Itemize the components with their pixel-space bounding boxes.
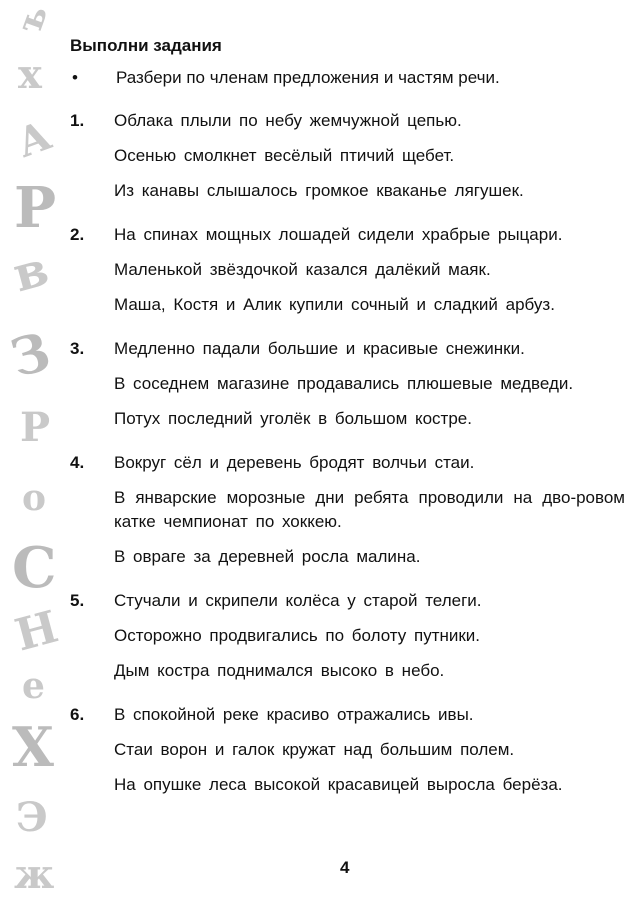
deco-letter: х [18,51,42,98]
sentence: Осенью смолкнет весёлый птичий щебет. [114,146,455,165]
worksheet-content [70,30,625,817]
sentence: Потух последний уголёк в большом костре. [114,409,472,428]
deco-letter: в [7,240,55,304]
deco-letter: С [12,535,57,601]
sentence: В спокойной реке красиво отражались ивы. [114,705,474,724]
sentence: В январские морозные дни ребята проводили на дво-ровом катке чемпионат по хоккею. [114,488,625,531]
decorative-letter-strip [0,0,62,900]
sentence: Осторожно продвигались по болоту путники. [114,626,481,645]
deco-letter: ъ [9,0,57,39]
task-number: 6. [70,705,85,724]
instruction-text: Разбери по членам предложения и частям речи. [116,68,500,87]
instruction [70,68,625,88]
task-number: 1. [70,111,85,130]
deco-letter: о [22,477,47,519]
task-6 [70,703,625,797]
sentence: Облака плыли по небу жемчужной цепью. [114,111,462,130]
task-4 [70,451,625,569]
task-2 [70,223,625,317]
task-number: 3. [70,339,85,358]
sentence: Маша, Костя и Алик купили сочный и сладкий арбуз. [114,295,555,314]
sentence: Дым костра поднимался высоко в небо. [114,661,445,680]
sentence: Медленно падали большие и красивые снежинки. [114,339,525,358]
deco-letter: Э [16,794,48,841]
deco-letter: е [22,665,45,707]
deco-letter: ж [14,851,55,898]
sentence: Вокруг сёл и деревень бродят волчьи стаи. [114,453,475,472]
sentence: На спинах мощных лошадей сидели храбрые рыцари. [114,225,563,244]
task-3 [70,337,625,431]
deco-letter: Х [12,715,54,779]
deco-letter: Р [20,404,51,451]
bullet-mark: • [72,68,78,87]
sentence: На опушке леса высокой красавицей выросла берёза. [114,775,563,794]
deco-letter: А [10,111,58,168]
sentence: В овраге за деревней росла малина. [114,547,421,566]
task-number: 5. [70,591,85,610]
task-number: 4. [70,453,85,472]
sentence: Маленькой звёздочкой казался далёкий маяк. [114,260,491,279]
deco-letter: Р [14,175,57,241]
sentence: Стаи ворон и галок кружат над большим полем. [114,740,515,759]
deco-letter: Н [9,601,64,662]
task-1 [70,109,625,203]
deco-letter: З [4,321,57,390]
task-number: 2. [70,225,85,244]
page-title: Выполни задания [70,36,222,55]
sentence: В соседнем магазине продавались плюшевые медведи. [114,374,574,393]
task-5 [70,589,625,683]
page-number: 4 [340,858,350,877]
sentence: Стучали и скрипели колёса у старой телеги. [114,591,482,610]
sentence: Из канавы слышалось громкое кваканье лягушек. [114,181,524,200]
